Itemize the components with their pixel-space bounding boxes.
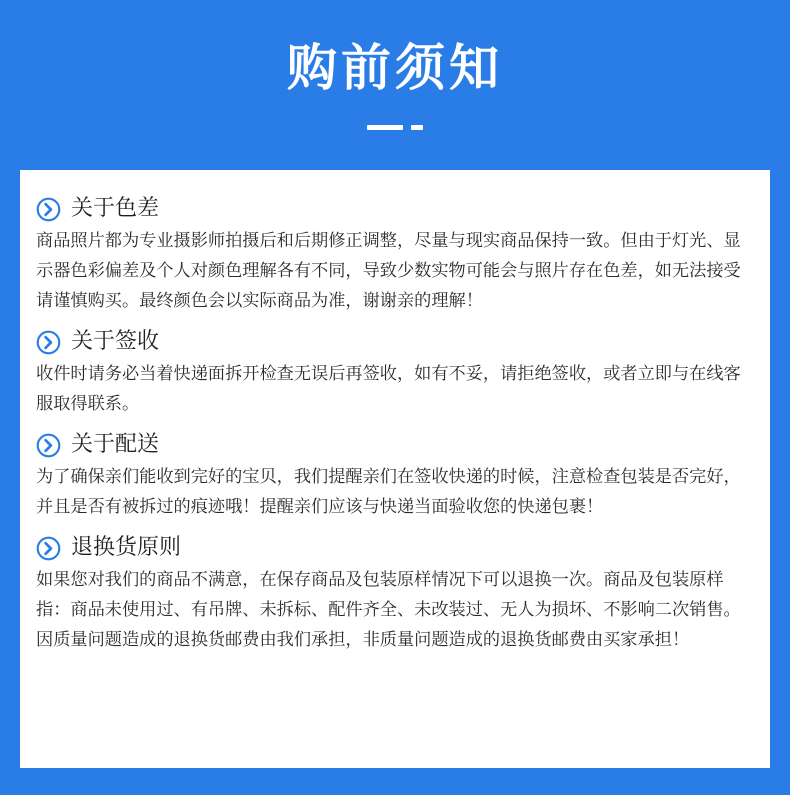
chevron-circle-right-icon — [36, 197, 61, 222]
notice-panel — [20, 170, 770, 768]
section-text: 收件时请务必当着快递面拆开检查无误后再签收，如有不妥，请拒绝签收，或者立即与在线客服取得联系。 — [36, 364, 741, 414]
section-title: 关于色差 — [71, 196, 160, 221]
section-title: 关于签收 — [71, 329, 160, 354]
chevron-circle-right-icon — [36, 330, 61, 355]
section-header — [36, 428, 756, 462]
section-header — [36, 325, 756, 359]
section-title: 关于配送 — [71, 432, 160, 457]
section-return-policy — [36, 531, 756, 655]
page-title: 购前须知 — [287, 39, 503, 97]
chevron-circle-right-icon — [36, 433, 61, 458]
section-title: 退换货原则 — [71, 535, 182, 560]
section-text: 为了确保亲们能收到完好的宝贝，我们提醒亲们在签收快递的时候，注意检查包装是否完好，并且是否有被拆过的痕迹哦！提醒亲们应该与快递当面验收您的快递包裹！ — [36, 467, 741, 517]
section-signing — [36, 325, 756, 419]
section-header — [36, 192, 756, 226]
section-text: 商品照片都为专业摄影师拍摄后和后期修正调整，尽量与现实商品保持一致。但由于灯光、显示器色彩偏差及个人对颜色理解各有不同，导致少数实物可能会与照片存在色差，如无法接受请谨慎购买。最终颜色会以实际商品为准，谢谢亲的理解！ — [36, 231, 741, 311]
title-divider-long — [367, 125, 403, 130]
section-header — [36, 531, 756, 565]
section-delivery — [36, 428, 756, 522]
section-color-difference — [36, 192, 756, 316]
title-divider-short — [411, 125, 423, 130]
section-text: 如果您对我们的商品不满意，在保存商品及包装原样情况下可以退换一次。商品及包装原样指：商品未使用过、有吊牌、未拆标、配件齐全、未改装过、无人为损坏、不影响二次销售。因质量问题造成的退换货邮费由我们承担，非质量问题造成的退换货邮费由买家承担！ — [36, 570, 741, 650]
chevron-circle-right-icon — [36, 536, 61, 561]
